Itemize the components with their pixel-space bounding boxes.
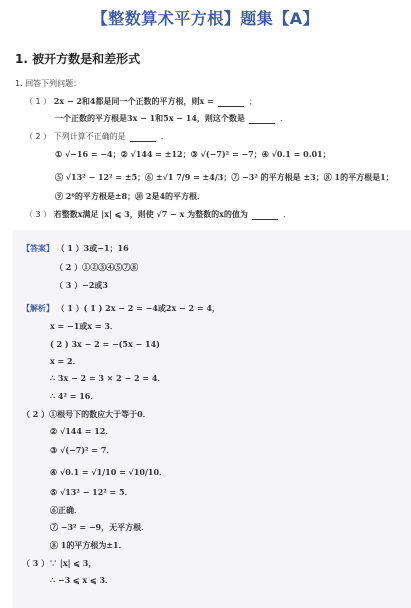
part1-line2-a: 一个正数的平方根是3x − 1和5x − 14，则这个数是 xyxy=(55,113,245,123)
analysis-l4: x = 2． xyxy=(50,356,81,366)
answer-blank[interactable] xyxy=(249,114,275,124)
answer-blank[interactable] xyxy=(218,97,244,107)
part1-text-b: ； xyxy=(248,97,257,106)
part2-line1 xyxy=(25,131,169,142)
answer-blank[interactable] xyxy=(252,210,278,220)
part2-text-b: ． xyxy=(160,132,169,141)
part2-text-a: 下列计算不正确的是 xyxy=(53,132,126,141)
analysis-l3: ( 2 ) 3x − 2 = −(5x − 14) xyxy=(50,339,160,349)
part3-line xyxy=(25,209,291,220)
analysis-tag: 【解析】 xyxy=(22,304,54,313)
analysis-l7: （ 2 ）①根号下的数应大于等于0． xyxy=(22,409,151,419)
answer-2: （ 2 ）①②③④⑤⑦⑧ xyxy=(55,262,139,272)
analysis-l11: ⑤ √13² − 12² = 5． xyxy=(50,487,133,497)
part3-text-b: ． xyxy=(283,210,292,219)
answer-blank[interactable] xyxy=(130,132,156,142)
part1-line2-b: ． xyxy=(280,114,289,123)
answer-3: （ 3 ）−2或3 xyxy=(55,280,108,290)
analysis-l16: ∴ −3 ⩽ x ⩽ 3． xyxy=(50,575,114,585)
answer-tag: 【答案】 xyxy=(22,244,54,253)
analysis-l5: ∴ 3x − 2 = 3 × 2 − 2 = 4． xyxy=(50,373,166,383)
analysis-l8: ② √144 = 12． xyxy=(50,426,114,436)
part2-options-1: ① √−16 = −4；② √144 = ±12；③ √(−7)² = −7；④ √0.1 = 0.01； xyxy=(55,149,331,159)
analysis-l9: ③ √(−7)² = 7． xyxy=(50,445,115,455)
part2-label: （ 2 ） xyxy=(25,132,52,141)
analysis-l2: x = −1或x = 3． xyxy=(50,321,118,331)
analysis-l12: ⑥正确． xyxy=(50,505,82,515)
part1-label: （ 1 ） xyxy=(25,97,52,106)
part1-line2 xyxy=(55,113,288,124)
answer-1: （ 1 ）3或−1；16 xyxy=(56,243,129,253)
question-number: 1. xyxy=(15,79,23,88)
part3-label: （ 3 ） xyxy=(25,210,52,219)
section-heading: 1. 被开方数是和差形式 xyxy=(15,52,141,66)
analysis-l15: （ 3 ）∵ |x| ⩽ 3， xyxy=(22,558,97,568)
page-title: 【整数算术平方根】题集【A】 xyxy=(91,9,320,28)
analysis-l13: ⑦ −3² = −9，无平方根． xyxy=(50,522,150,532)
part1-text-a: 2x − 2和4都是同一个正数的平方根，则x = xyxy=(53,96,214,106)
analysis-l14: ⑧ 1的平方根为±1． xyxy=(50,540,127,550)
question-intro-text: 回答下列问题： xyxy=(25,79,82,88)
part2-options-2: ⑤ √13² − 12² = ±5；⑥ ±√1 7/9 = ±4/3；⑦ −3² 的平方根是 ±3；⑧ 1的平方根是1； xyxy=(55,172,394,182)
part3-text-a: 若整数x满足 |x| ⩽ 3，则使 √7 − x 为整数的x的值为 xyxy=(53,209,248,219)
answer-line-1 xyxy=(22,243,129,254)
analysis-l6: ∴ 4² = 16． xyxy=(50,391,99,401)
analysis-line-1 xyxy=(22,303,220,314)
analysis-l1: （ 1 ）( 1 ) 2x − 2 = −4或2x − 2 = 4， xyxy=(56,303,220,313)
question-intro xyxy=(15,78,81,89)
analysis-l10: ④ √0.1 = √1/10 = √10/10． xyxy=(50,467,168,477)
part1-line1 xyxy=(25,96,257,107)
part2-options-3: ⑨ 2⁶的平方根是±8；⑩ 2是4的平方根． xyxy=(55,191,206,201)
